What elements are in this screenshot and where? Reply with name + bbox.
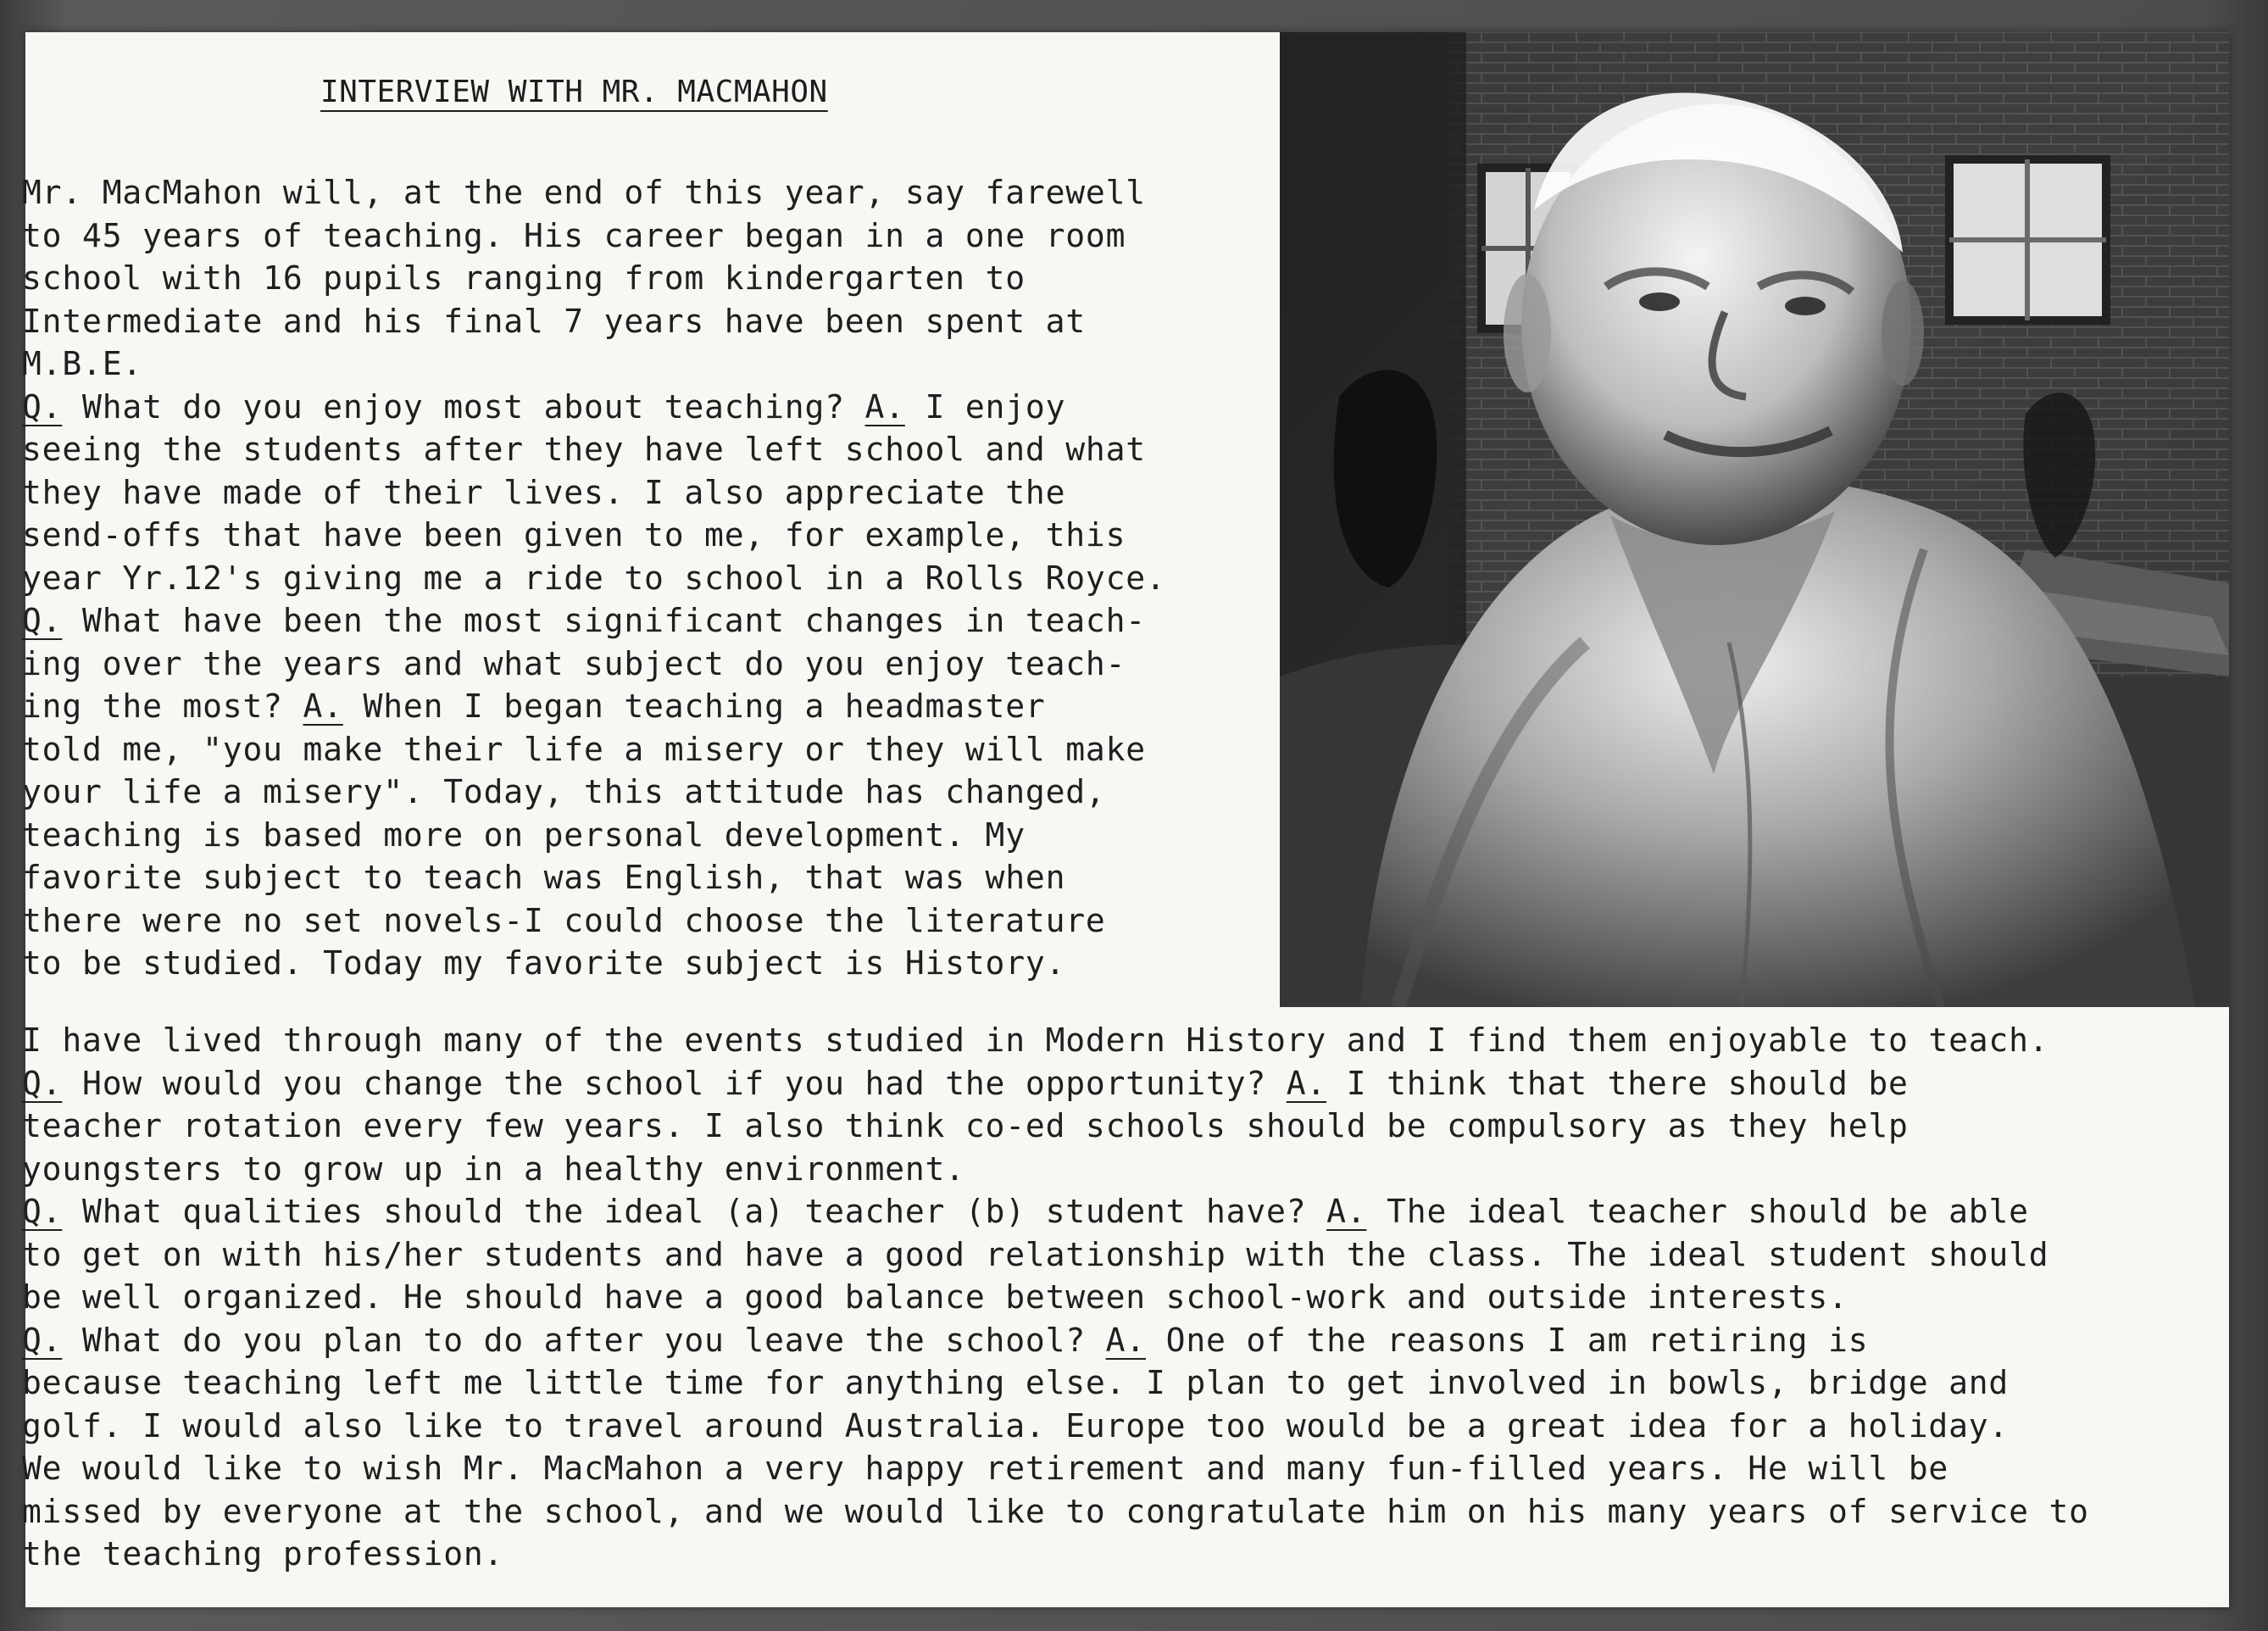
text-fragment: One of the reasons I am retiring is [1145, 1321, 1869, 1359]
top-lines-line-11 [22, 599, 1166, 643]
question-marker: Q. [22, 602, 63, 639]
text-fragment: I enjoy [904, 387, 1066, 426]
question-marker: Q. [22, 1321, 63, 1359]
text-fragment: The ideal teacher should be able [1366, 1193, 2029, 1230]
top-lines-line-16: teaching is based more on personal development. My [22, 816, 1026, 854]
top-lines-line-5: M.B.E. [22, 345, 143, 382]
text-fragment: ing the most? [22, 687, 303, 725]
portrait-photo [1280, 32, 2229, 1007]
top-lines-line-2: to 45 years of teaching. His career began in a one room [22, 216, 1126, 254]
bottom-lines-line-7: be well organized. He should have a good balance between school-work and outside interests. [22, 1278, 1848, 1316]
top-lines-line-6 [22, 386, 1166, 429]
top-lines-line-10: year Yr.12's giving me a ride to school in a Rolls Royce. [22, 559, 1166, 597]
bottom-lines-line-10: golf. I would also like to travel around Australia. Europe too would be a great idea for a holiday. [22, 1406, 2010, 1445]
answer-marker: A. [1286, 1064, 1327, 1102]
top-lines-line-4: Intermediate and his final 7 years have been spent at [22, 302, 1086, 340]
question-marker: Q. [22, 1064, 63, 1102]
text-fragment: What do you enjoy most about teaching? [62, 387, 865, 426]
answer-marker: A. [1326, 1193, 1367, 1230]
top-lines-line-12: ing over the years and what subject do you enjoy teach- [22, 644, 1126, 682]
bottom-lines-line-9: because teaching left me little time for anything else. I plan to get involved in bowls, bridge and [22, 1364, 2010, 1401]
question-marker: Q. [22, 387, 63, 426]
text-fragment: What have been the most significant changes in teach- [62, 602, 1146, 639]
text-fragment: How would you change the school if you had the opportunity? [62, 1064, 1287, 1102]
answer-marker: A. [303, 687, 343, 725]
answer-marker: A. [864, 387, 905, 426]
top-lines-line-3: school with 16 pupils ranging from kindergarten to [22, 259, 1026, 297]
text-fragment: I think that there should be [1326, 1064, 1909, 1102]
bottom-lines-line-11: We would like to wish Mr. MacMahon a very happy retirement and many fun-filled years. He will be [22, 1450, 1949, 1487]
bottom-lines-line-3: teacher rotation every few years. I also think co-ed schools should be compulsory as they help [22, 1107, 1909, 1144]
question-marker: Q. [22, 1193, 63, 1230]
bottom-lines-line-8 [22, 1319, 2089, 1362]
text-fragment: What do you plan to do after you leave the school? [62, 1321, 1106, 1359]
bottom-lines-line-5 [22, 1190, 2089, 1233]
answer-marker: A. [1105, 1321, 1146, 1359]
top-lines-line-15: your life a misery". Today, this attitude has changed, [22, 773, 1106, 810]
bottom-lines-line-6: to get on with his/her students and have a good relationship with the class. The ideal student should [22, 1235, 2049, 1273]
portrait-photo-image [1280, 32, 2229, 1007]
top-lines-line-7: seeing the students after they have left school and what [22, 431, 1146, 468]
bottom-lines-line-12: missed by everyone at the school, and we would like to congratulate him on his many years of service to [22, 1492, 2089, 1530]
bottom-lines-line-2 [22, 1062, 2089, 1105]
top-lines-line-9: send-offs that have been given to me, for example, this [22, 516, 1126, 554]
top-lines-line-19: to be studied. Today my favorite subject is History. [22, 944, 1066, 982]
bottom-lines-line-13: the teaching profession. [22, 1535, 504, 1573]
top-lines-line-8: they have made of their lives. I also appreciate the [22, 473, 1066, 511]
bottom-lines-line-4: youngsters to grow up in a healthy environment. [22, 1149, 965, 1188]
top-lines-line-13 [22, 685, 1166, 728]
bottom-lines-line-1: I have lived through many of the events studied in Modern History and I find them enjoyable to teach. [22, 1021, 2049, 1059]
article-top-text [22, 171, 1166, 985]
top-lines-line-14: told me, "you make their life a misery or they will make [22, 730, 1146, 768]
article-bottom-text [22, 1019, 2089, 1576]
text-fragment: When I began teaching a headmaster [342, 687, 1046, 725]
article-title: INTERVIEW WITH MR. MACMAHON [320, 75, 828, 109]
top-lines-line-17: favorite subject to teach was English, that was when [22, 859, 1066, 896]
top-lines-line-1: Mr. MacMahon will, at the end of this year, say farewell [22, 174, 1146, 211]
text-fragment: What qualities should the ideal (a) teacher (b) student have? [62, 1193, 1327, 1230]
top-lines-line-18: there were no set novels-I could choose the literature [22, 901, 1106, 939]
